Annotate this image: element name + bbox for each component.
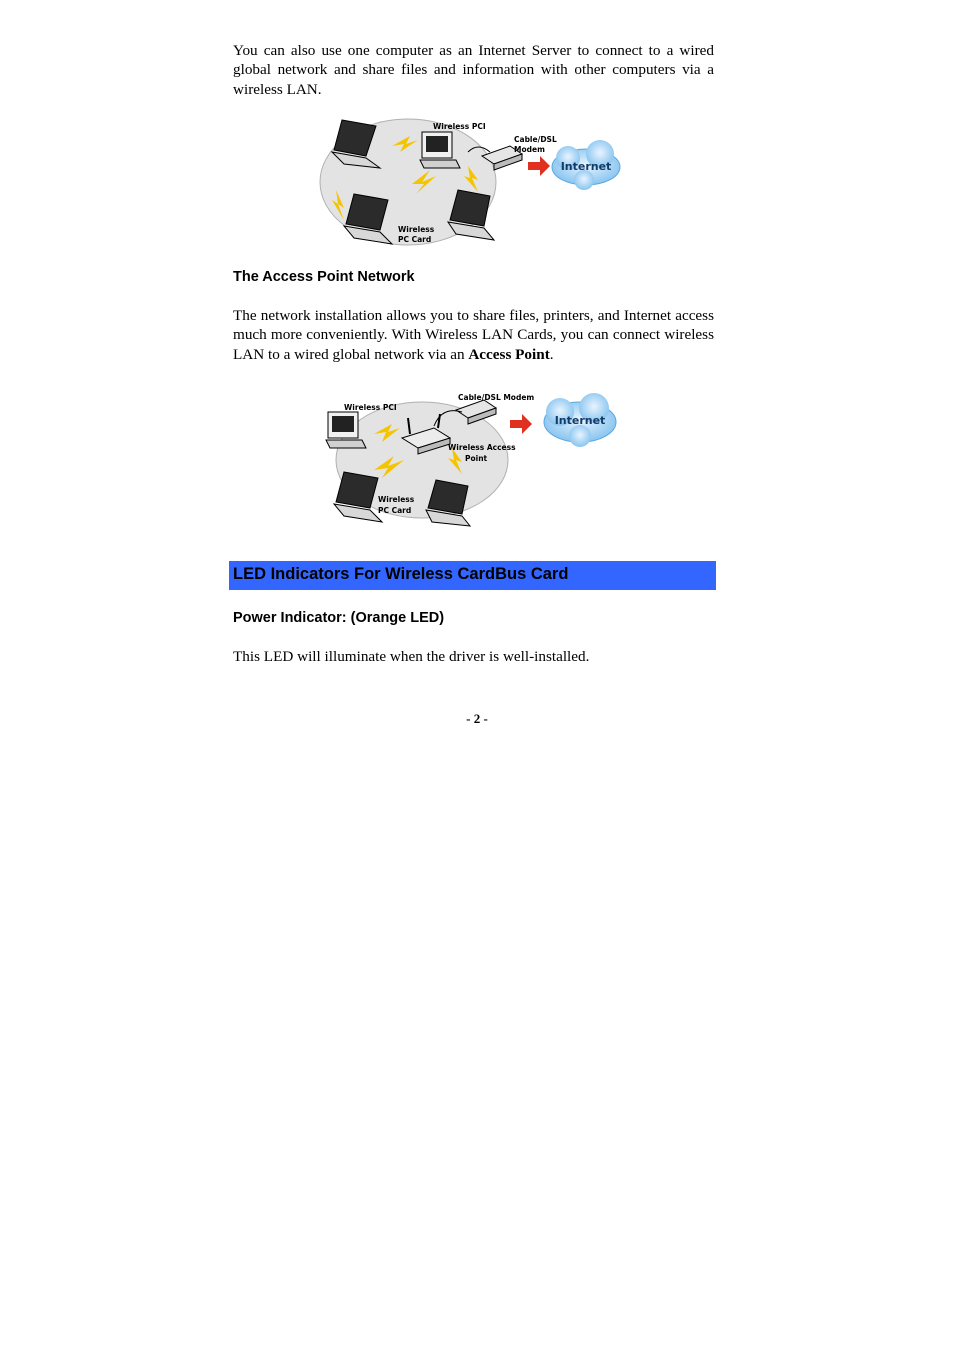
pc-card-label-line2: PC Card [398,235,432,244]
pc-card-label-line1: Wireless [398,225,435,234]
modem-label-line1: Cable/DSL [514,135,557,144]
page-number: - 2 - [466,711,488,726]
section-banner [229,561,716,590]
access-point-label-line2: Point [465,454,488,463]
access-point-text-end: . [549,345,554,363]
network-diagram-access-point [322,386,628,530]
pc-card-label-line1: Wireless [378,495,415,504]
access-point-term: Access Point [468,345,550,363]
network-diagram-server [318,112,628,252]
power-indicator-paragraph: This LED will illuminate when the driver is well-installed. [233,648,590,665]
modem-label: Cable/DSL Modem [458,393,535,402]
access-point-label-line1: Wireless Access [448,443,516,452]
wireless-pci-label: Wireless PCI [433,122,486,131]
wireless-pci-label: Wireless PCI [344,403,397,412]
modem-label-line2: Modem [514,145,545,154]
access-point-heading: The Access Point Network [233,269,415,285]
internet-label: Internet [554,414,606,427]
intro-paragraph: You can also use one computer as an Internet Server to connect to a wired global network and share files and information with other computers via a wireless LAN. [233,42,714,98]
section-banner-title: LED Indicators For Wireless CardBus Card [233,565,569,583]
access-point-text: The network installation allows you to share files, printers, and Internet access much more conveniently. With Wireless LAN Cards, you can connect wireless LAN to a wired global network via an [233,307,714,363]
arrow-icon [528,156,550,176]
access-point-paragraph [233,306,714,364]
internet-label: Internet [560,160,612,173]
pc-card-label-line2: PC Card [378,506,412,515]
power-indicator-heading: Power Indicator: (Orange LED) [233,610,445,626]
arrow-icon [510,414,532,434]
